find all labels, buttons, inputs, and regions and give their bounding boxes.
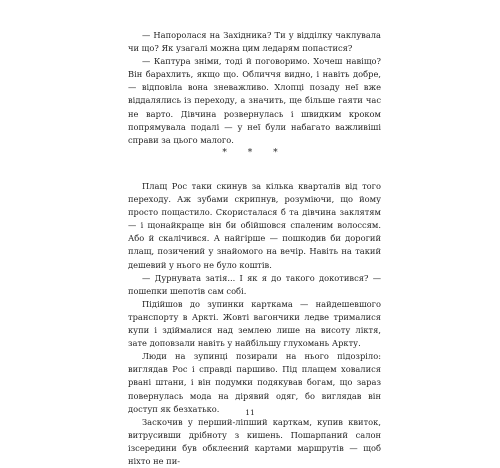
section-separator: * * * (222, 148, 287, 158)
paragraph: — Каптура зніми, тоді й поговоримо. Хочеш навіщо? Він барахлить, якщо що. Обличчя видно, і навіть добре, — відповіла вона зневажливо. Хлопці позаду неї вже віддалялись із переходу, а значить, ще більше гаяти час не варто. Дівчина розвернулась і швидким кроком попрямувала подалі — у неї були набагато важливіші справи за цього малого. (128, 56, 381, 145)
paragraph: — Дурнувата затія... І як я до такого докотився? — пошепки шепотів сам собі. (128, 272, 381, 296)
text-section-2 (128, 180, 381, 468)
text-section-1 (128, 29, 381, 147)
paragraph: Плащ Рос таки скинув за кілька кварталів від того переходу. Аж зубами скрипнув, розуміючи, що йому просто пощастило. Скористалася б та дівчина заклятям — і щонайкраще він би обійшовся спаленим волоссям. Або й скалічився. А найгірше — пошкодив би дорогий плащ, позичений у знайомого на вечір. Навіть на такий дешевий у нього не було коштів. (128, 181, 381, 270)
paragraph: Підійшов до зупинки карткама — найдешевшого транспорту в Аркті. Жовті вагончики ледве трималися купи і здіймалися над землею лише на висоту ліктя, зате доповзали навіть у найбільшу глухомань Аркту. (128, 298, 381, 349)
paragraph: Заскочив у перший-ліпший карткам, купив квиток, витрусивши дрібноту з кишень. Пошарпаний салон ізсередини був обклеєний картами маршрутів — щоб ніхто не пи- (128, 416, 381, 466)
paragraph: — Напоролася на Західника? Ти у відділку чаклувала чи що? Як узагалі можна цим ледарям попастися? (128, 30, 381, 54)
paragraph: Люди на зупинці позирали на нього підозріло: виглядав Рос і справді паршиво. Під плащем ховалися рвані штани, і він подумки подякував богам, що зараз повернулась мода на дірявий одяг, бо виглядав він доступ як безхатько. (128, 351, 381, 414)
page-number: 11 (245, 408, 255, 417)
